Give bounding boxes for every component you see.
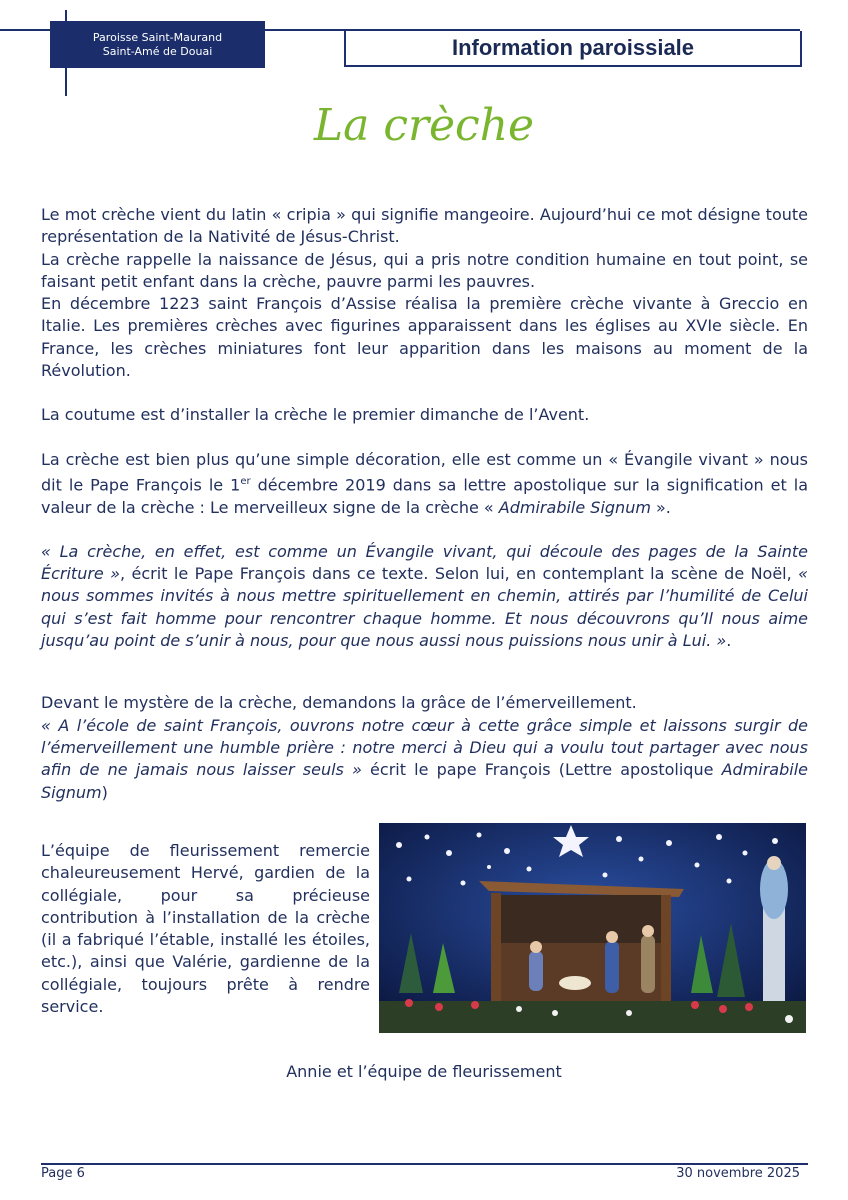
signature: Annie et l’équipe de fleurissement <box>286 1062 562 1081</box>
paragraph-wonder: Devant le mystère de la crèche, demandons la grâce de l’émerveillement. <box>41 693 637 713</box>
footer-rule <box>41 1163 808 1165</box>
paragraph-advent: La coutume est d’installer la crèche le premier dimanche de l’Avent. <box>41 405 590 425</box>
page-number: Page 6 <box>41 1166 85 1181</box>
paragraph-meaning: La crèche rappelle la naissance de Jésus, qui a pris notre condition humaine en tout point, se faisant petit enfant dans la crèche, pauvre parmi les pauvres. <box>41 249 808 291</box>
section-title: Information paroissiale <box>344 31 802 67</box>
article-body <box>41 204 808 804</box>
nativity-photo <box>379 823 806 1033</box>
paragraph-history: En décembre 1223 saint François d’Assise réalisa la première crèche vivante à Greccio en Italie. Les premières crèches avec figurines apparaissent dans les églises au XVIe siècle. En France, les crèches miniatures font leur apparition dans les maisons au moment de la Révolution. <box>41 294 808 381</box>
paragraph-etymology: Le mot crèche vient du latin « cripia » qui signifie mangeoire. Aujourd’hui ce mot désigne toute représentation de la Nativité de Jésus-Christ. <box>41 205 808 247</box>
parish-line-2: Saint-Amé de Douai <box>102 44 213 58</box>
issue-date: 30 novembre 2025 <box>676 1166 800 1181</box>
paragraph-quote-gospel: « La crèche, en effet, est comme un Évangile vivant, qui découle des pages de la Sainte Écriture », écrit le Pape François dans ce texte. Selon lui, en contemplant la scène de Noël, « nous sommes invités à nous mettre spirituellement en chemin, attirés par l’humilité de Celui qui s’est fait homme pour rencontrer chaque homme. Et nous découvrons qu’Il nous aime jusqu’au point de s’unir à nous, pour que nous aussi nous puissions nous unir à Lui. ». <box>41 541 808 651</box>
thanks-paragraph: L’équipe de fleurissement remercie chaleureusement Hervé, gardien de la collégiale, pour sa précieuse contribution à l’installation de la crèche (il a fabriqué l’étable, installé les étoiles, etc.), ainsi que Valérie, gardienne de la collégiale, toujours prête à rendre service. <box>41 841 370 1017</box>
parish-line-1: Paroisse Saint-Maurand <box>92 30 223 44</box>
page-title: La crèche <box>313 100 535 151</box>
paragraph-quote-francis: « A l’école de saint François, ouvrons notre cœur à cette grâce simple et laissons surgir de l’émerveillement une humble prière : notre merci à Dieu qui a voulu tout partager avec nous afin de ne jamais nous laisser seuls » écrit le pape François (Lettre apostolique Admirabile Signum) <box>41 715 808 802</box>
paragraph-pope-letter: La crèche est bien plus qu’une simple décoration, elle est comme un « Évangile vivant » nous dit le Pape François le 1er décembre 2019 dans sa lettre apostolique sur la signification et la valeur de la crèche : Le merveilleux signe de la crèche « Admirabile Signum ». <box>41 449 808 517</box>
parish-label <box>50 21 265 68</box>
